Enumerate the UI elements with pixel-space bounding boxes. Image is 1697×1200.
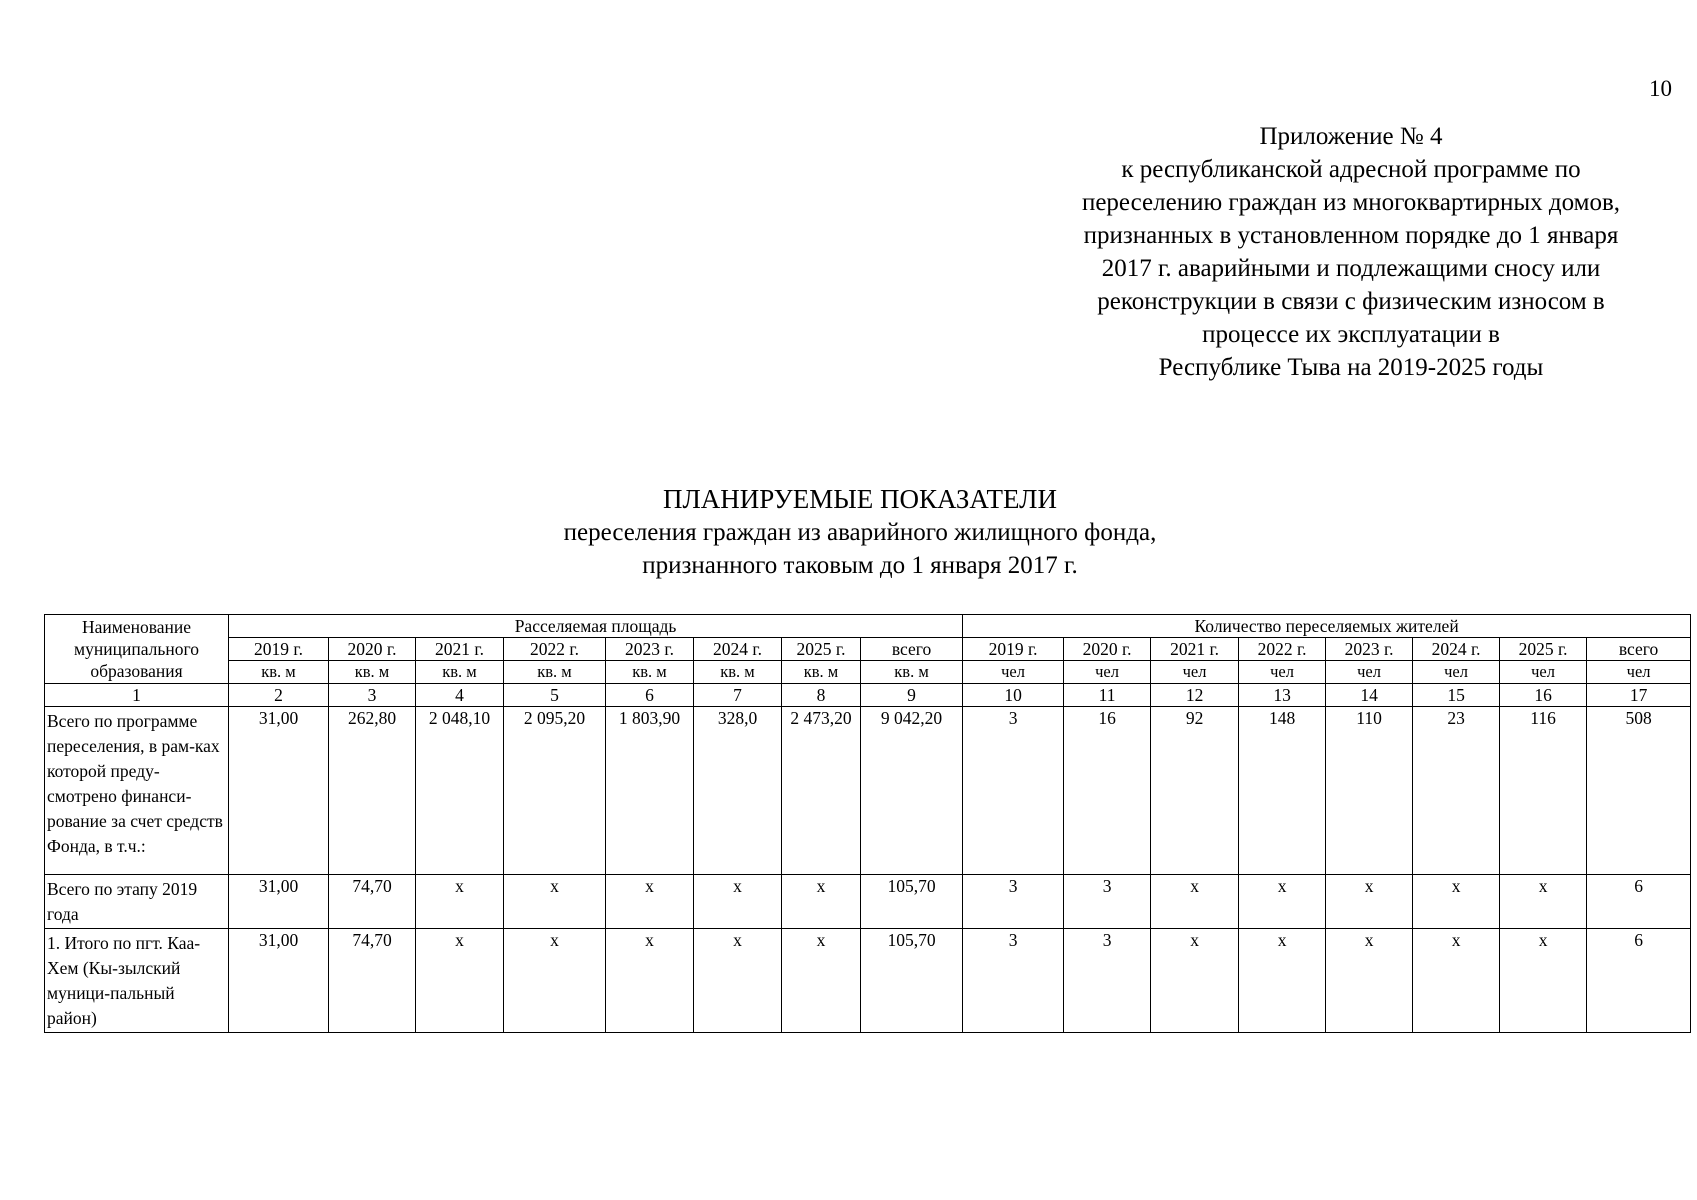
- area-value: 9 042,20: [861, 707, 963, 875]
- residents-value: х: [1500, 875, 1587, 929]
- appendix-line: процессе их эксплуатации в: [1202, 321, 1500, 348]
- residents-value: х: [1239, 875, 1326, 929]
- area-year-header: 2022 г.: [504, 638, 606, 661]
- table-row: [45, 929, 1691, 1033]
- appendix-line: Приложение № 4: [1259, 123, 1443, 150]
- area-unit-label: кв. м: [329, 661, 416, 684]
- area-value: 2 095,20: [504, 707, 606, 875]
- area-value: х: [782, 929, 861, 1033]
- residents-value: х: [1326, 929, 1413, 1033]
- residents-value: 3: [1064, 875, 1151, 929]
- indicators-table: [44, 614, 1691, 1033]
- area-unit-label: кв. м: [229, 661, 329, 684]
- document-subtitle: переселения граждан из аварийного жилищного фонда,: [563, 519, 1157, 546]
- column-number: 16: [1500, 684, 1587, 707]
- column-number: 12: [1151, 684, 1239, 707]
- area-group-header: Расселяемая площадь: [229, 615, 963, 638]
- residents-unit-label: чел: [1413, 661, 1500, 684]
- area-value: х: [694, 929, 782, 1033]
- residents-year-header: 2024 г.: [1413, 638, 1500, 661]
- column-number: 2: [229, 684, 329, 707]
- residents-unit-label: чел: [1151, 661, 1239, 684]
- column-number: 14: [1326, 684, 1413, 707]
- area-year-header: 2020 г.: [329, 638, 416, 661]
- residents-year-header: 2023 г.: [1326, 638, 1413, 661]
- area-year-header: 2025 г.: [782, 638, 861, 661]
- area-unit-label: кв. м: [606, 661, 694, 684]
- column-number: 10: [963, 684, 1064, 707]
- row-name: Всего по программе переселения, в рам-ках которой преду-смотрено финанси-рование за счет средств Фонда, в т.ч.:: [45, 707, 229, 875]
- appendix-line: переселению граждан из многоквартирных домов,: [1081, 189, 1621, 216]
- row-name: Всего по этапу 2019 года: [45, 875, 229, 929]
- area-value: 105,70: [861, 875, 963, 929]
- municipality-header: Наименование муниципального образования: [45, 615, 229, 684]
- document-title: ПЛАНИРУЕМЫЕ ПОКАЗАТЕЛИ: [663, 484, 1057, 514]
- appendix-line: Республике Тыва на 2019-2025 годы: [1158, 354, 1544, 381]
- area-year-header: всего: [861, 638, 963, 661]
- area-value: 74,70: [329, 929, 416, 1033]
- area-value: х: [416, 875, 504, 929]
- column-number: 4: [416, 684, 504, 707]
- column-number: 8: [782, 684, 861, 707]
- residents-unit-label: чел: [1064, 661, 1151, 684]
- column-number: 15: [1413, 684, 1500, 707]
- area-value: 2 048,10: [416, 707, 504, 875]
- residents-unit-label: чел: [1326, 661, 1413, 684]
- residents-value: 3: [963, 707, 1064, 875]
- residents-value: х: [1326, 875, 1413, 929]
- area-unit-label: кв. м: [861, 661, 963, 684]
- appendix-line: реконструкции в связи с физическим износом в: [1097, 288, 1605, 315]
- residents-year-header: 2021 г.: [1151, 638, 1239, 661]
- appendix-note: [1030, 120, 1672, 384]
- area-value: 328,0: [694, 707, 782, 875]
- area-value: х: [504, 929, 606, 1033]
- area-value: 2 473,20: [782, 707, 861, 875]
- appendix-line: 2017 г. аварийными и подлежащими сносу или: [1101, 255, 1601, 282]
- column-number: 17: [1587, 684, 1691, 707]
- residents-value: 110: [1326, 707, 1413, 875]
- residents-year-header: всего: [1587, 638, 1691, 661]
- column-number: 9: [861, 684, 963, 707]
- area-value: 262,80: [329, 707, 416, 875]
- area-value: 74,70: [329, 875, 416, 929]
- area-unit-label: кв. м: [782, 661, 861, 684]
- column-number: 11: [1064, 684, 1151, 707]
- residents-value: 116: [1500, 707, 1587, 875]
- residents-value: х: [1151, 875, 1239, 929]
- residents-unit-label: чел: [963, 661, 1064, 684]
- residents-value: х: [1151, 929, 1239, 1033]
- column-number: 13: [1239, 684, 1326, 707]
- residents-value: 508: [1587, 707, 1691, 875]
- residents-value: х: [1239, 929, 1326, 1033]
- residents-value: х: [1413, 875, 1500, 929]
- column-number: 7: [694, 684, 782, 707]
- area-value: х: [504, 875, 606, 929]
- residents-value: 3: [1064, 929, 1151, 1033]
- residents-year-header: 2020 г.: [1064, 638, 1151, 661]
- appendix-line: признанных в установленном порядке до 1 января: [1083, 222, 1619, 249]
- area-value: 1 803,90: [606, 707, 694, 875]
- area-value: 31,00: [229, 875, 329, 929]
- area-value: х: [606, 929, 694, 1033]
- document-subtitle: признанного таковым до 1 января 2017 г.: [642, 552, 1078, 579]
- appendix-line: к республиканской адресной программе по: [1121, 156, 1581, 183]
- residents-value: 23: [1413, 707, 1500, 875]
- column-number: 1: [45, 684, 229, 707]
- residents-unit-label: чел: [1239, 661, 1326, 684]
- residents-unit-label: чел: [1500, 661, 1587, 684]
- residents-year-header: 2025 г.: [1500, 638, 1587, 661]
- residents-value: 92: [1151, 707, 1239, 875]
- residents-value: 6: [1587, 875, 1691, 929]
- residents-value: х: [1500, 929, 1587, 1033]
- area-unit-label: кв. м: [694, 661, 782, 684]
- residents-value: 6: [1587, 929, 1691, 1033]
- area-value: 31,00: [229, 707, 329, 875]
- area-year-header: 2021 г.: [416, 638, 504, 661]
- page-number: 10: [1649, 76, 1672, 101]
- residents-value: 148: [1239, 707, 1326, 875]
- residents-unit-label: чел: [1587, 661, 1691, 684]
- column-number: 5: [504, 684, 606, 707]
- column-number: 6: [606, 684, 694, 707]
- area-value: х: [606, 875, 694, 929]
- area-year-header: 2023 г.: [606, 638, 694, 661]
- area-value: 105,70: [861, 929, 963, 1033]
- residents-year-header: 2022 г.: [1239, 638, 1326, 661]
- column-number: 3: [329, 684, 416, 707]
- residents-value: 16: [1064, 707, 1151, 875]
- area-value: х: [694, 875, 782, 929]
- area-value: х: [782, 875, 861, 929]
- residents-year-header: 2019 г.: [963, 638, 1064, 661]
- row-name: 1. Итого по пгт. Каа-Хем (Кы-зылский муници-пальный район): [45, 929, 229, 1033]
- area-year-header: 2019 г.: [229, 638, 329, 661]
- area-value: 31,00: [229, 929, 329, 1033]
- residents-group-header: Количество переселяемых жителей: [963, 615, 1691, 638]
- document-heading: [360, 482, 1360, 582]
- table-row: [45, 875, 1691, 929]
- residents-value: 3: [963, 875, 1064, 929]
- table-row: [45, 707, 1691, 875]
- residents-value: х: [1413, 929, 1500, 1033]
- area-value: х: [416, 929, 504, 1033]
- area-unit-label: кв. м: [504, 661, 606, 684]
- area-unit-label: кв. м: [416, 661, 504, 684]
- residents-value: 3: [963, 929, 1064, 1033]
- area-year-header: 2024 г.: [694, 638, 782, 661]
